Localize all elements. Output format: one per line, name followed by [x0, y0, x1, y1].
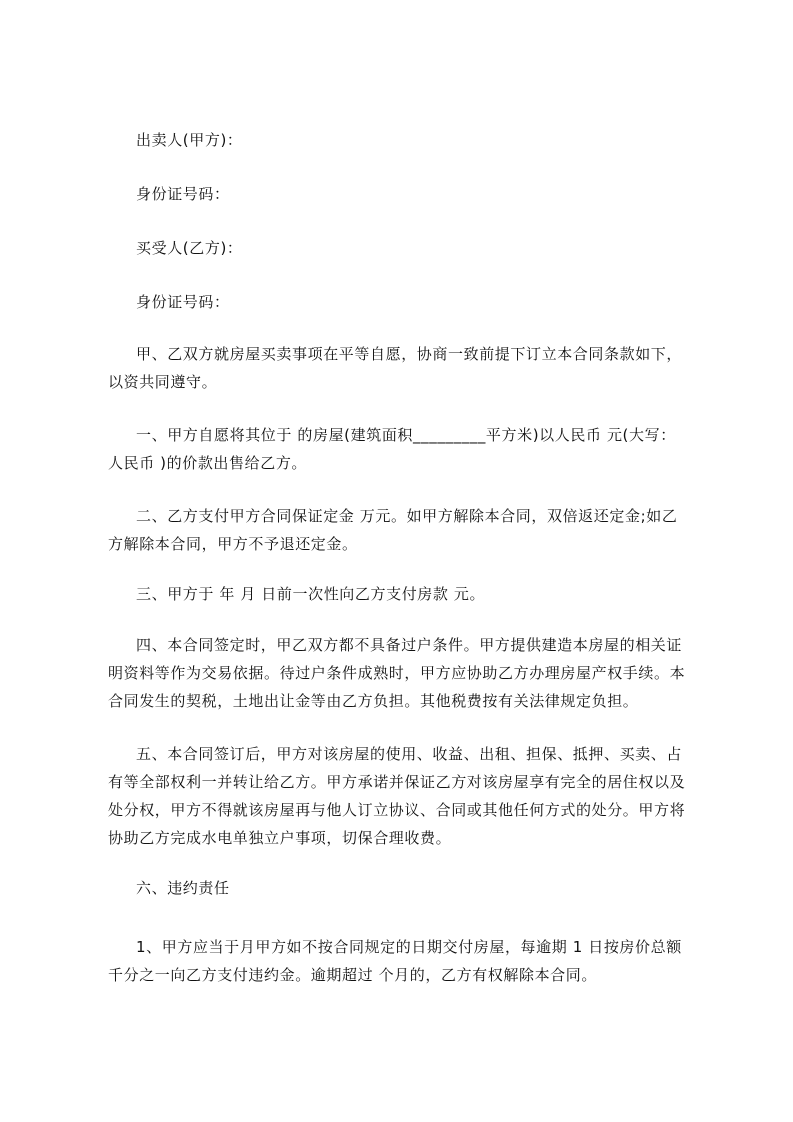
- intro-line: 以资共同遵守。: [108, 373, 218, 391]
- intro-line: 甲、乙双方就房屋买卖事项在平等自愿，协商一致前提下订立本合同条款如下，: [136, 345, 683, 363]
- clause5-line: 协助乙方完成水电单独立户事项，切保合理收费。: [108, 829, 452, 847]
- buyer-id-label: 身份证号码：: [136, 293, 230, 311]
- clause5-line: 有等全部权利一并转让给乙方。甲方承诺并保证乙方对该房屋享有完全的居住权以及: [108, 773, 686, 791]
- clause3-line: 三、甲方于 年 月 日前一次性向乙方支付房款 元。: [136, 585, 486, 603]
- buyer-label: 买受人(乙方)：: [136, 239, 243, 257]
- clause1-line: 一、甲方自愿将其位于 的房屋(建筑面积_________平方米)以人民币 元(大写：: [136, 426, 676, 444]
- clause5-line: 处分权，甲方不得就该房屋再与他人订立协议、合同或其他任何方式的处分。甲方将: [108, 801, 686, 819]
- clause2-line: 方解除本合同，甲方不予退还定金。: [108, 535, 358, 553]
- clause6-1-line: 千分之一向乙方支付违约金。逾期超过 个月的，乙方有权解除本合同。: [108, 966, 597, 984]
- clause5-line: 五、本合同签订后，甲方对该房屋的使用、收益、出租、担保、抵押、买卖、占: [136, 745, 683, 763]
- seller-id-label: 身份证号码：: [136, 185, 230, 203]
- clause2-line: 二、乙方支付甲方合同保证定金 万元。如甲方解除本合同，双倍返还定金;如乙: [136, 507, 678, 525]
- clause4-line: 明资料等作为交易依据。待过户条件成熟时，甲方应协助乙方办理房屋产权手续。本: [108, 664, 686, 682]
- clause4-line: 合同发生的契税，土地出让金等由乙方负担。其他税费按有关法律规定负担。: [108, 692, 639, 710]
- clause4-line: 四、本合同签定时，甲乙双方都不具备过户条件。甲方提供建造本房屋的相关证: [136, 636, 683, 654]
- clause6-1-line: 1、甲方应当于月甲方如不按合同规定的日期交付房屋，每逾期 1 日按房价总额: [136, 938, 682, 956]
- clause1-line: 人民币 )的价款出售给乙方。: [108, 454, 308, 472]
- seller-label: 出卖人(甲方)：: [136, 131, 243, 149]
- clause6-title: 六、违约责任: [136, 879, 230, 897]
